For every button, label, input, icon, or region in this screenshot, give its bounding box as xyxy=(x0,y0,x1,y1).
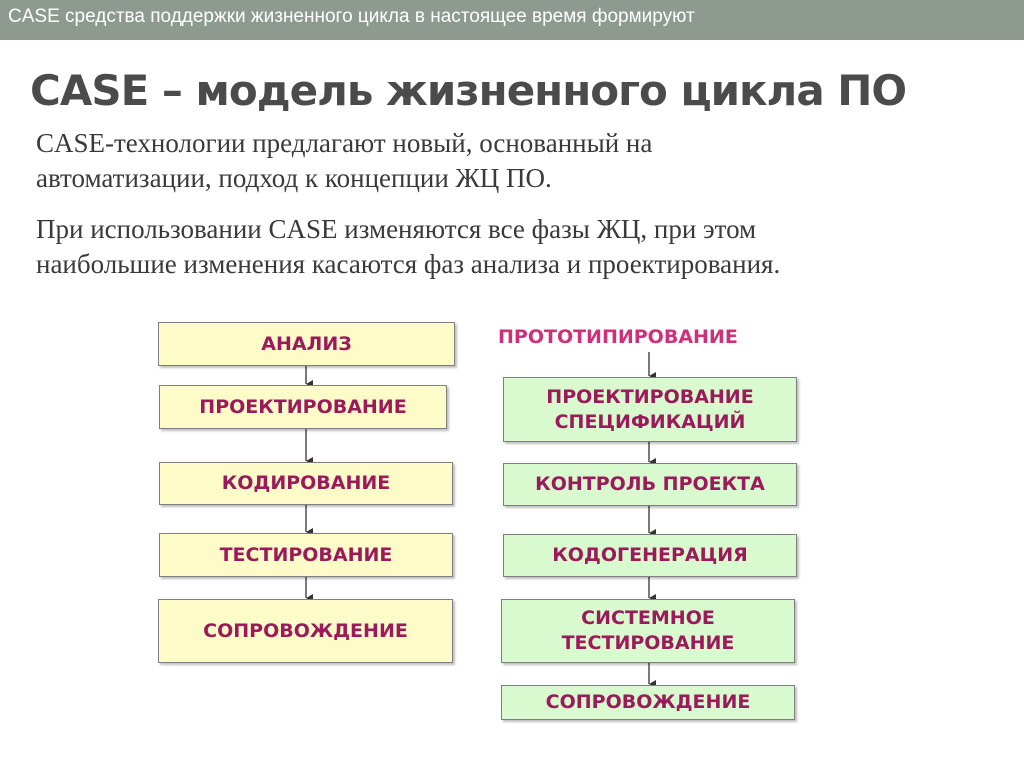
right-step-spec-design xyxy=(503,377,797,442)
right-step-text xyxy=(562,606,735,656)
left-step-label: ТЕСТИРОВАНИЕ xyxy=(219,543,393,566)
left-step-label: СОПРОВОЖДЕНИЕ xyxy=(203,619,408,642)
paragraph-1-line-2: автоматизации, подход к концепции ЖЦ ПО. xyxy=(36,163,552,193)
paragraph-2-line-1: При использовании CASE изменяются все фазы ЖЦ, при этом xyxy=(36,214,757,244)
left-step-maintenance xyxy=(158,599,453,663)
left-step-label: АНАЛИЗ xyxy=(261,332,352,355)
left-step-analysis xyxy=(158,322,455,366)
right-step-line: СИСТЕМНОЕ xyxy=(581,607,715,629)
right-step-project-control xyxy=(503,463,797,506)
left-step-label: ПРОЕКТИРОВАНИЕ xyxy=(199,395,407,418)
left-step-testing xyxy=(159,533,453,577)
slide-header-title: CASE средства поддержки жизненного цикла в настоящее время формируют xyxy=(8,6,695,27)
left-step-coding xyxy=(159,462,453,505)
slide-heading: CASE – модель жизненного цикла ПО xyxy=(30,66,907,115)
left-step-label: КОДИРОВАНИЕ xyxy=(221,472,391,494)
paragraph-1-line-1: CASE-технологии предлагают новый, основанный на xyxy=(36,128,653,158)
right-step-line: КОНТРОЛЬ ПРОЕКТА xyxy=(535,473,765,495)
left-step-design xyxy=(159,385,447,429)
right-step-maintenance xyxy=(501,685,795,720)
right-step-line: ПРОЕКТИРОВАНИЕ xyxy=(546,385,754,408)
right-step-text xyxy=(546,385,753,435)
paragraph-2-line-2: наибольшие изменения касаются фаз анализа и проектирования. xyxy=(36,249,781,279)
right-step-line: СОПРОВОЖДЕНИЕ xyxy=(545,691,751,713)
right-step-line: ТЕСТИРОВАНИЕ xyxy=(561,632,735,654)
prototyping-label: ПРОТОТИПИРОВАНИЕ xyxy=(498,326,738,348)
right-step-line: КОДОГЕНЕРАЦИЯ xyxy=(552,544,748,566)
right-step-system-testing xyxy=(501,599,795,663)
right-step-codegen xyxy=(503,534,797,577)
right-step-line: СПЕЦИФИКАЦИЙ xyxy=(554,410,746,433)
